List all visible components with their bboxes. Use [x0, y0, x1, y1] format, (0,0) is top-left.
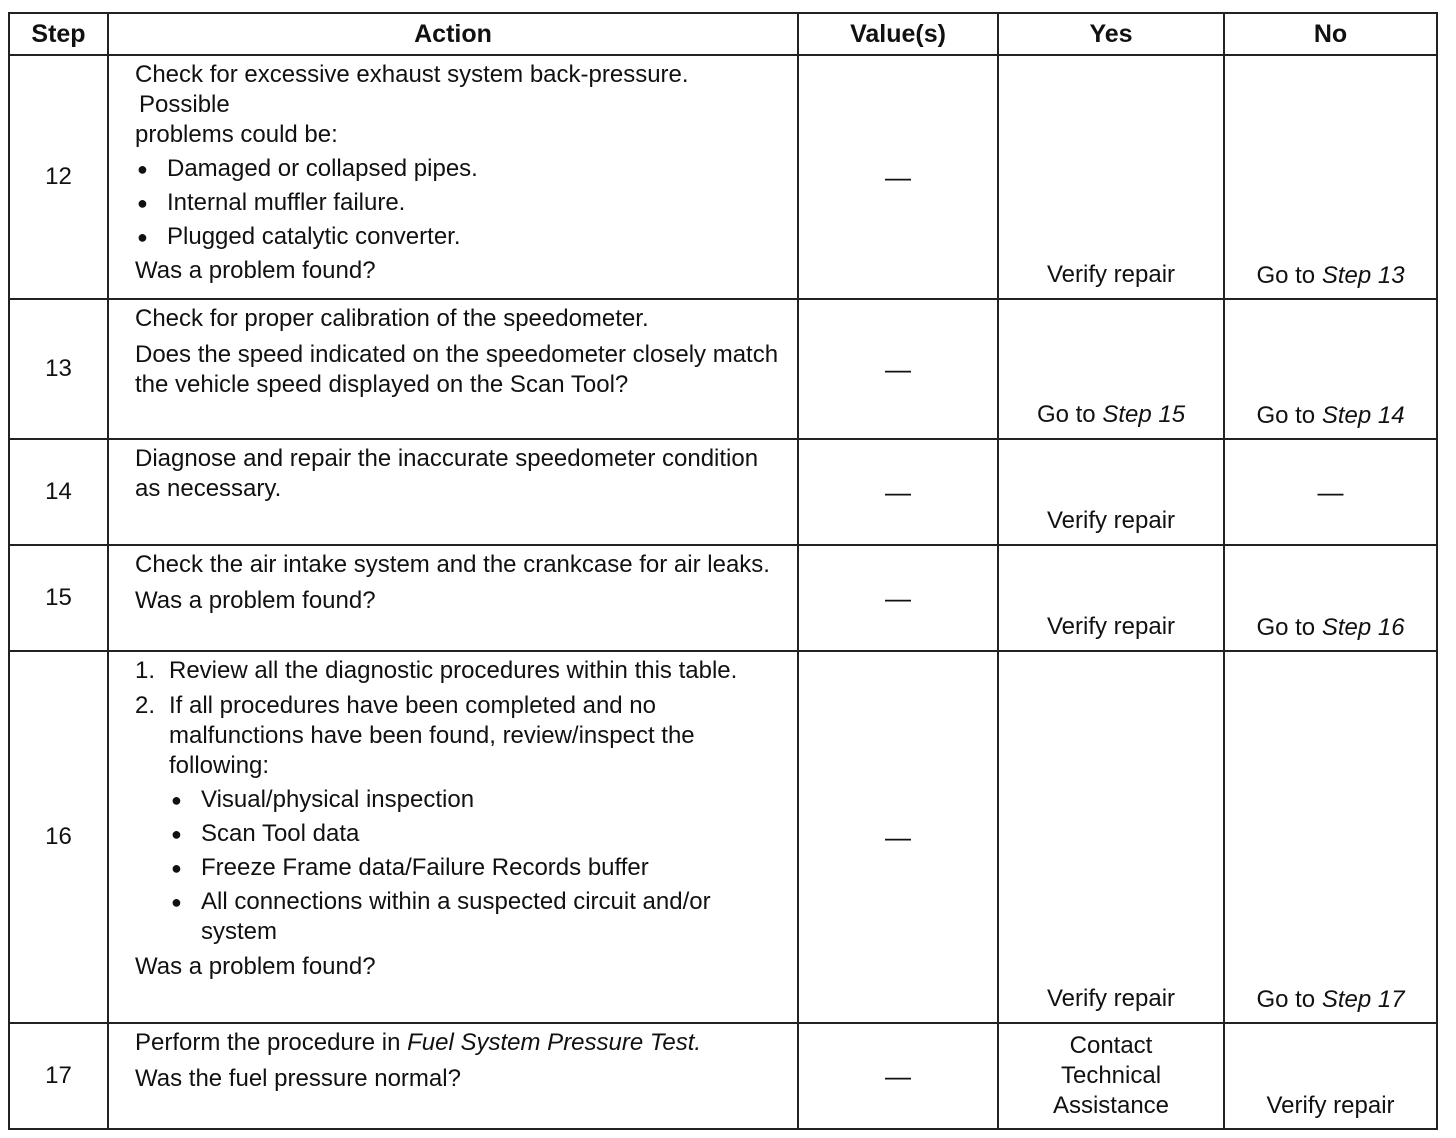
table-row — [9, 55, 1437, 299]
action-text: Possible — [139, 91, 230, 118]
yes-cell: Verify repair — [998, 545, 1224, 651]
value-cell: — — [798, 651, 998, 1023]
procedure-ref: Fuel System Pressure Test. — [407, 1029, 702, 1056]
value-cell: — — [798, 55, 998, 299]
action-cell — [108, 439, 798, 545]
action-text: problems could be: — [135, 121, 338, 148]
no-cell — [1224, 651, 1437, 1023]
step-ref: Step 15 — [1102, 401, 1186, 428]
step-ref: Step 14 — [1321, 402, 1405, 429]
header-step: Step — [9, 13, 108, 55]
table-row — [9, 1023, 1437, 1129]
header-yes: Yes — [998, 13, 1224, 55]
bullet-item: ● All connections within a suspected circuit and/or system — [169, 887, 779, 947]
step-ref: Step 13 — [1321, 262, 1405, 289]
header-values: Value(s) — [798, 13, 998, 55]
action-cell — [108, 651, 798, 1023]
step-number: 16 — [9, 651, 108, 1023]
yes-cell — [998, 299, 1224, 439]
no-cell — [1224, 545, 1437, 651]
bullet-item: ● Internal muffler failure. — [135, 188, 779, 218]
item-number: 2. — [135, 692, 156, 719]
action-text — [135, 1028, 779, 1058]
diagnostic-table — [8, 12, 1438, 1130]
action-prefix: Perform the procedure in — [135, 1029, 408, 1056]
yes-cell: Verify repair — [998, 651, 1224, 1023]
no-prefix: Go to — [1256, 986, 1322, 1013]
value-cell: — — [798, 439, 998, 545]
step-number: 12 — [9, 55, 108, 299]
no-prefix: Go to — [1256, 614, 1322, 641]
table-row — [9, 651, 1437, 1023]
yes-cell: Contact Technical Assistance — [998, 1023, 1224, 1129]
action-cell — [108, 1023, 798, 1129]
action-cell — [108, 545, 798, 651]
numbered-item — [135, 656, 779, 686]
action-cell — [108, 55, 798, 299]
header-row — [9, 13, 1437, 55]
step-ref: Step 16 — [1321, 614, 1405, 641]
numbered-item — [135, 691, 779, 947]
no-cell: Verify repair — [1224, 1023, 1437, 1129]
yes-prefix: Go to — [1036, 401, 1103, 428]
value-cell: — — [798, 1023, 998, 1129]
bullet-item: ● Visual/physical inspection — [169, 785, 779, 815]
table-row — [9, 439, 1437, 545]
no-cell — [1224, 299, 1437, 439]
no-cell: — — [1224, 439, 1437, 545]
bullet-item: ● Scan Tool data — [169, 819, 779, 849]
numbered-list — [135, 656, 779, 947]
action-text: Check for excessive exhaust system back-pressure. — [135, 61, 689, 88]
action-text: Diagnose and repair the inaccurate speedometer condition as necessary. — [135, 445, 759, 502]
header-no: No — [1224, 13, 1437, 55]
step-number: 14 — [9, 439, 108, 545]
item-number: 1. — [135, 657, 156, 684]
bullet-item: ● Plugged catalytic converter. — [135, 222, 779, 252]
step-ref: Step 17 — [1321, 986, 1405, 1013]
yes-cell: Verify repair — [998, 55, 1224, 299]
table-row — [9, 299, 1437, 439]
action-question: Was a problem found? — [135, 257, 376, 284]
bullet-item: ● Freeze Frame data/Failure Records buffer — [169, 853, 779, 883]
action-question: Was a problem found? — [135, 587, 376, 614]
no-prefix: Go to — [1256, 402, 1322, 429]
step-number: 13 — [9, 299, 108, 439]
bullet-item: ● Damaged or collapsed pipes. — [135, 154, 779, 184]
action-question: Was a problem found? — [135, 953, 376, 980]
action-question: Does the speed indicated on the speedometer closely match the vehicle speed displayed on the Scan Tool? — [135, 341, 779, 398]
no-cell — [1224, 55, 1437, 299]
yes-cell: Verify repair — [998, 439, 1224, 545]
action-text: Check for proper calibration of the speedometer. — [135, 305, 649, 332]
action-question: Was the fuel pressure normal? — [135, 1065, 461, 1092]
table-row — [9, 545, 1437, 651]
no-prefix: Go to — [1256, 262, 1322, 289]
bullet-list — [169, 785, 779, 947]
value-cell: — — [798, 299, 998, 439]
step-number: 17 — [9, 1023, 108, 1129]
item-text: If all procedures have been completed and no malfunctions have been found, review/inspect the following: — [169, 692, 695, 779]
action-text: Check the air intake system and the crankcase for air leaks. — [135, 551, 770, 578]
header-action: Action — [108, 13, 798, 55]
step-number: 15 — [9, 545, 108, 651]
action-cell — [108, 299, 798, 439]
value-cell: — — [798, 545, 998, 651]
item-text: Review all the diagnostic procedures within this table. — [169, 657, 738, 684]
bullet-list — [135, 154, 779, 252]
